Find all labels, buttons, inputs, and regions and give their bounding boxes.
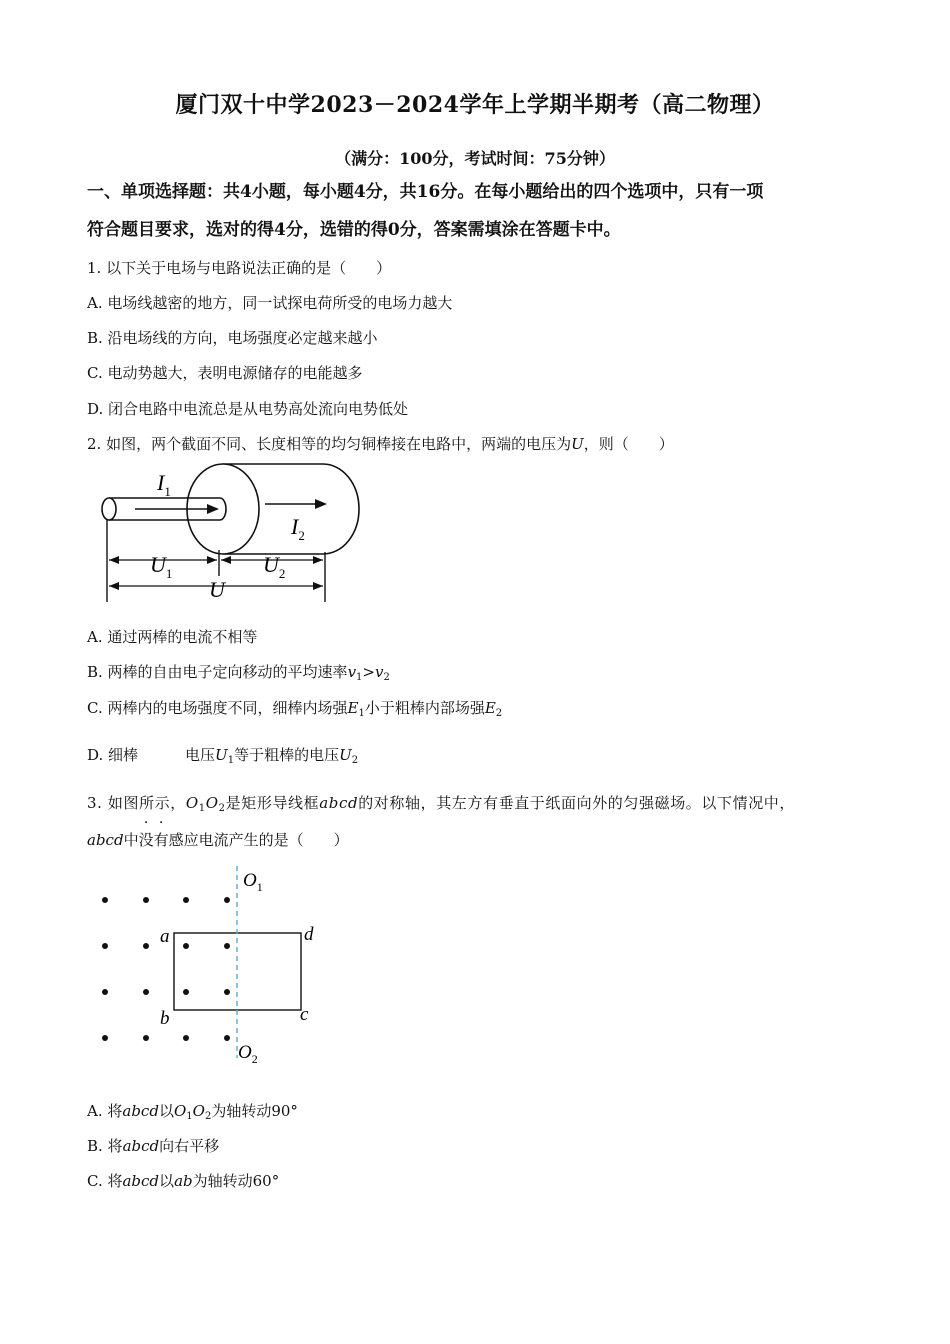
- q2-stem: 2. 如图，两个截面不同、长度相等的均匀铜棒接在电路中，两端的电压为U，则（ ）: [87, 435, 674, 453]
- q1-option-a: A. 电场线越密的地方，同一试探电荷所受的电场力越大: [87, 294, 453, 312]
- label-a: a: [160, 926, 170, 947]
- q3-stem-line1: 3. 如图所示，$O_1O_2$是矩形导线框abcd的对称轴，其左方有垂直于纸面向外的匀强磁场。以下情况中，: [87, 794, 796, 814]
- q2-option-b: B. 两棒的自由电子定向移动的平均速率$v_1>v_2$: [87, 663, 390, 683]
- page-title: 厦门双十中学2023－2024学年上学期半期考（高二物理）: [175, 92, 775, 118]
- q3-option-b: B. 将abcd向右平移: [87, 1137, 220, 1155]
- q1-option-c: C. 电动势越大，表明电源储存的电能越多: [87, 364, 363, 382]
- label-u1: $U_1$: [150, 552, 173, 581]
- q2-option-a: A. 通过两棒的电流不相等: [87, 628, 258, 646]
- q2-option-c: C. 两棒内的电场强度不同，细棒内场强$E_1$小于粗棒内部场强$E_2$: [87, 699, 503, 719]
- q3-option-c: C. 将abcd以ab为轴转动60°: [87, 1172, 280, 1190]
- q3-magnetic-field-figure: [90, 862, 330, 1068]
- q1-option-b: B. 沿电场线的方向，电场强度必定越来越小: [87, 329, 378, 347]
- q1-option-d: D. 闭合电路中电流总是从电势高处流向电势低处: [87, 400, 409, 418]
- section-heading-line2: 符合题目要求，选对的得4分，选错的得0分，答案需填涂在答题卡中。: [87, 220, 621, 240]
- q3-option-a: A. 将abcd以$O_1O_2$为轴转动90°: [87, 1102, 298, 1122]
- label-i1: $I_1$: [157, 470, 171, 499]
- label-i2: $I_2$: [291, 514, 305, 543]
- label-b: b: [160, 1008, 170, 1029]
- q3-stem-line2: abcd中没有感应电流产生的是（ ）: [87, 831, 349, 849]
- q2-option-d: D. 细棒 电压$U_1$等于粗棒的电压$U_2$: [87, 746, 359, 766]
- q1-stem: 1. 以下关于电场与电路说法正确的是（ ）: [87, 259, 392, 277]
- exam-info: （满分：100分，考试时间：75分钟）: [335, 149, 615, 168]
- section-heading-line1: 一、单项选择题：共4小题，每小题4分，共16分。在每小题给出的四个选项中，只有一项: [87, 182, 764, 202]
- label-o2: $O_2$: [238, 1042, 258, 1066]
- label-u2: $U_2$: [263, 552, 286, 581]
- label-o1: $O_1$: [243, 870, 263, 894]
- label-u: U: [209, 577, 225, 602]
- q2-copper-rods-figure: [95, 460, 375, 608]
- label-c: c: [300, 1004, 309, 1025]
- frame-abcd: [174, 933, 301, 1010]
- label-d: d: [304, 924, 314, 945]
